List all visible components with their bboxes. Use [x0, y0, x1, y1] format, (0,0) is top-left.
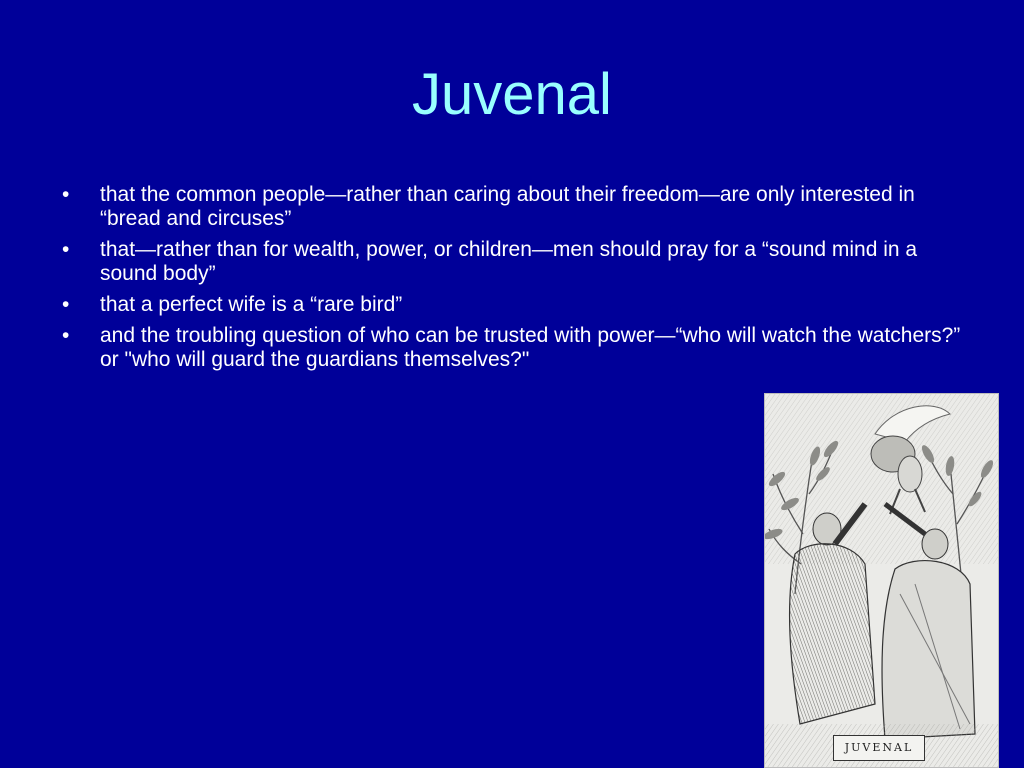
bullet-item	[62, 324, 962, 372]
bullet-item	[62, 238, 962, 286]
slide-title: Juvenal	[412, 62, 612, 127]
bullet-text: that the common people—rather than caring about their freedom—are only interested in “bread and circuses”	[100, 183, 915, 230]
bullet-item	[62, 183, 962, 231]
juvenal-engraving-image	[764, 393, 999, 768]
bullet-marker: •	[62, 324, 70, 347]
bullet-text: and the troubling question of who can be trusted with power—“who will watch the watchers?” or "who will guard the guardians themselves?"	[100, 324, 961, 371]
bullet-text: that—rather than for wealth, power, or children—men should pray for a “sound mind in a sound body”	[100, 238, 918, 285]
bullet-marker: •	[62, 183, 70, 206]
bullet-text: that a perfect wife is a “rare bird”	[100, 293, 403, 316]
bullet-marker: •	[62, 293, 70, 316]
bullet-list	[62, 183, 962, 379]
bullet-marker: •	[62, 238, 70, 261]
engraving-illustration	[765, 394, 998, 767]
engraving-caption: JUVENAL	[833, 735, 925, 761]
bullet-item	[62, 293, 962, 317]
